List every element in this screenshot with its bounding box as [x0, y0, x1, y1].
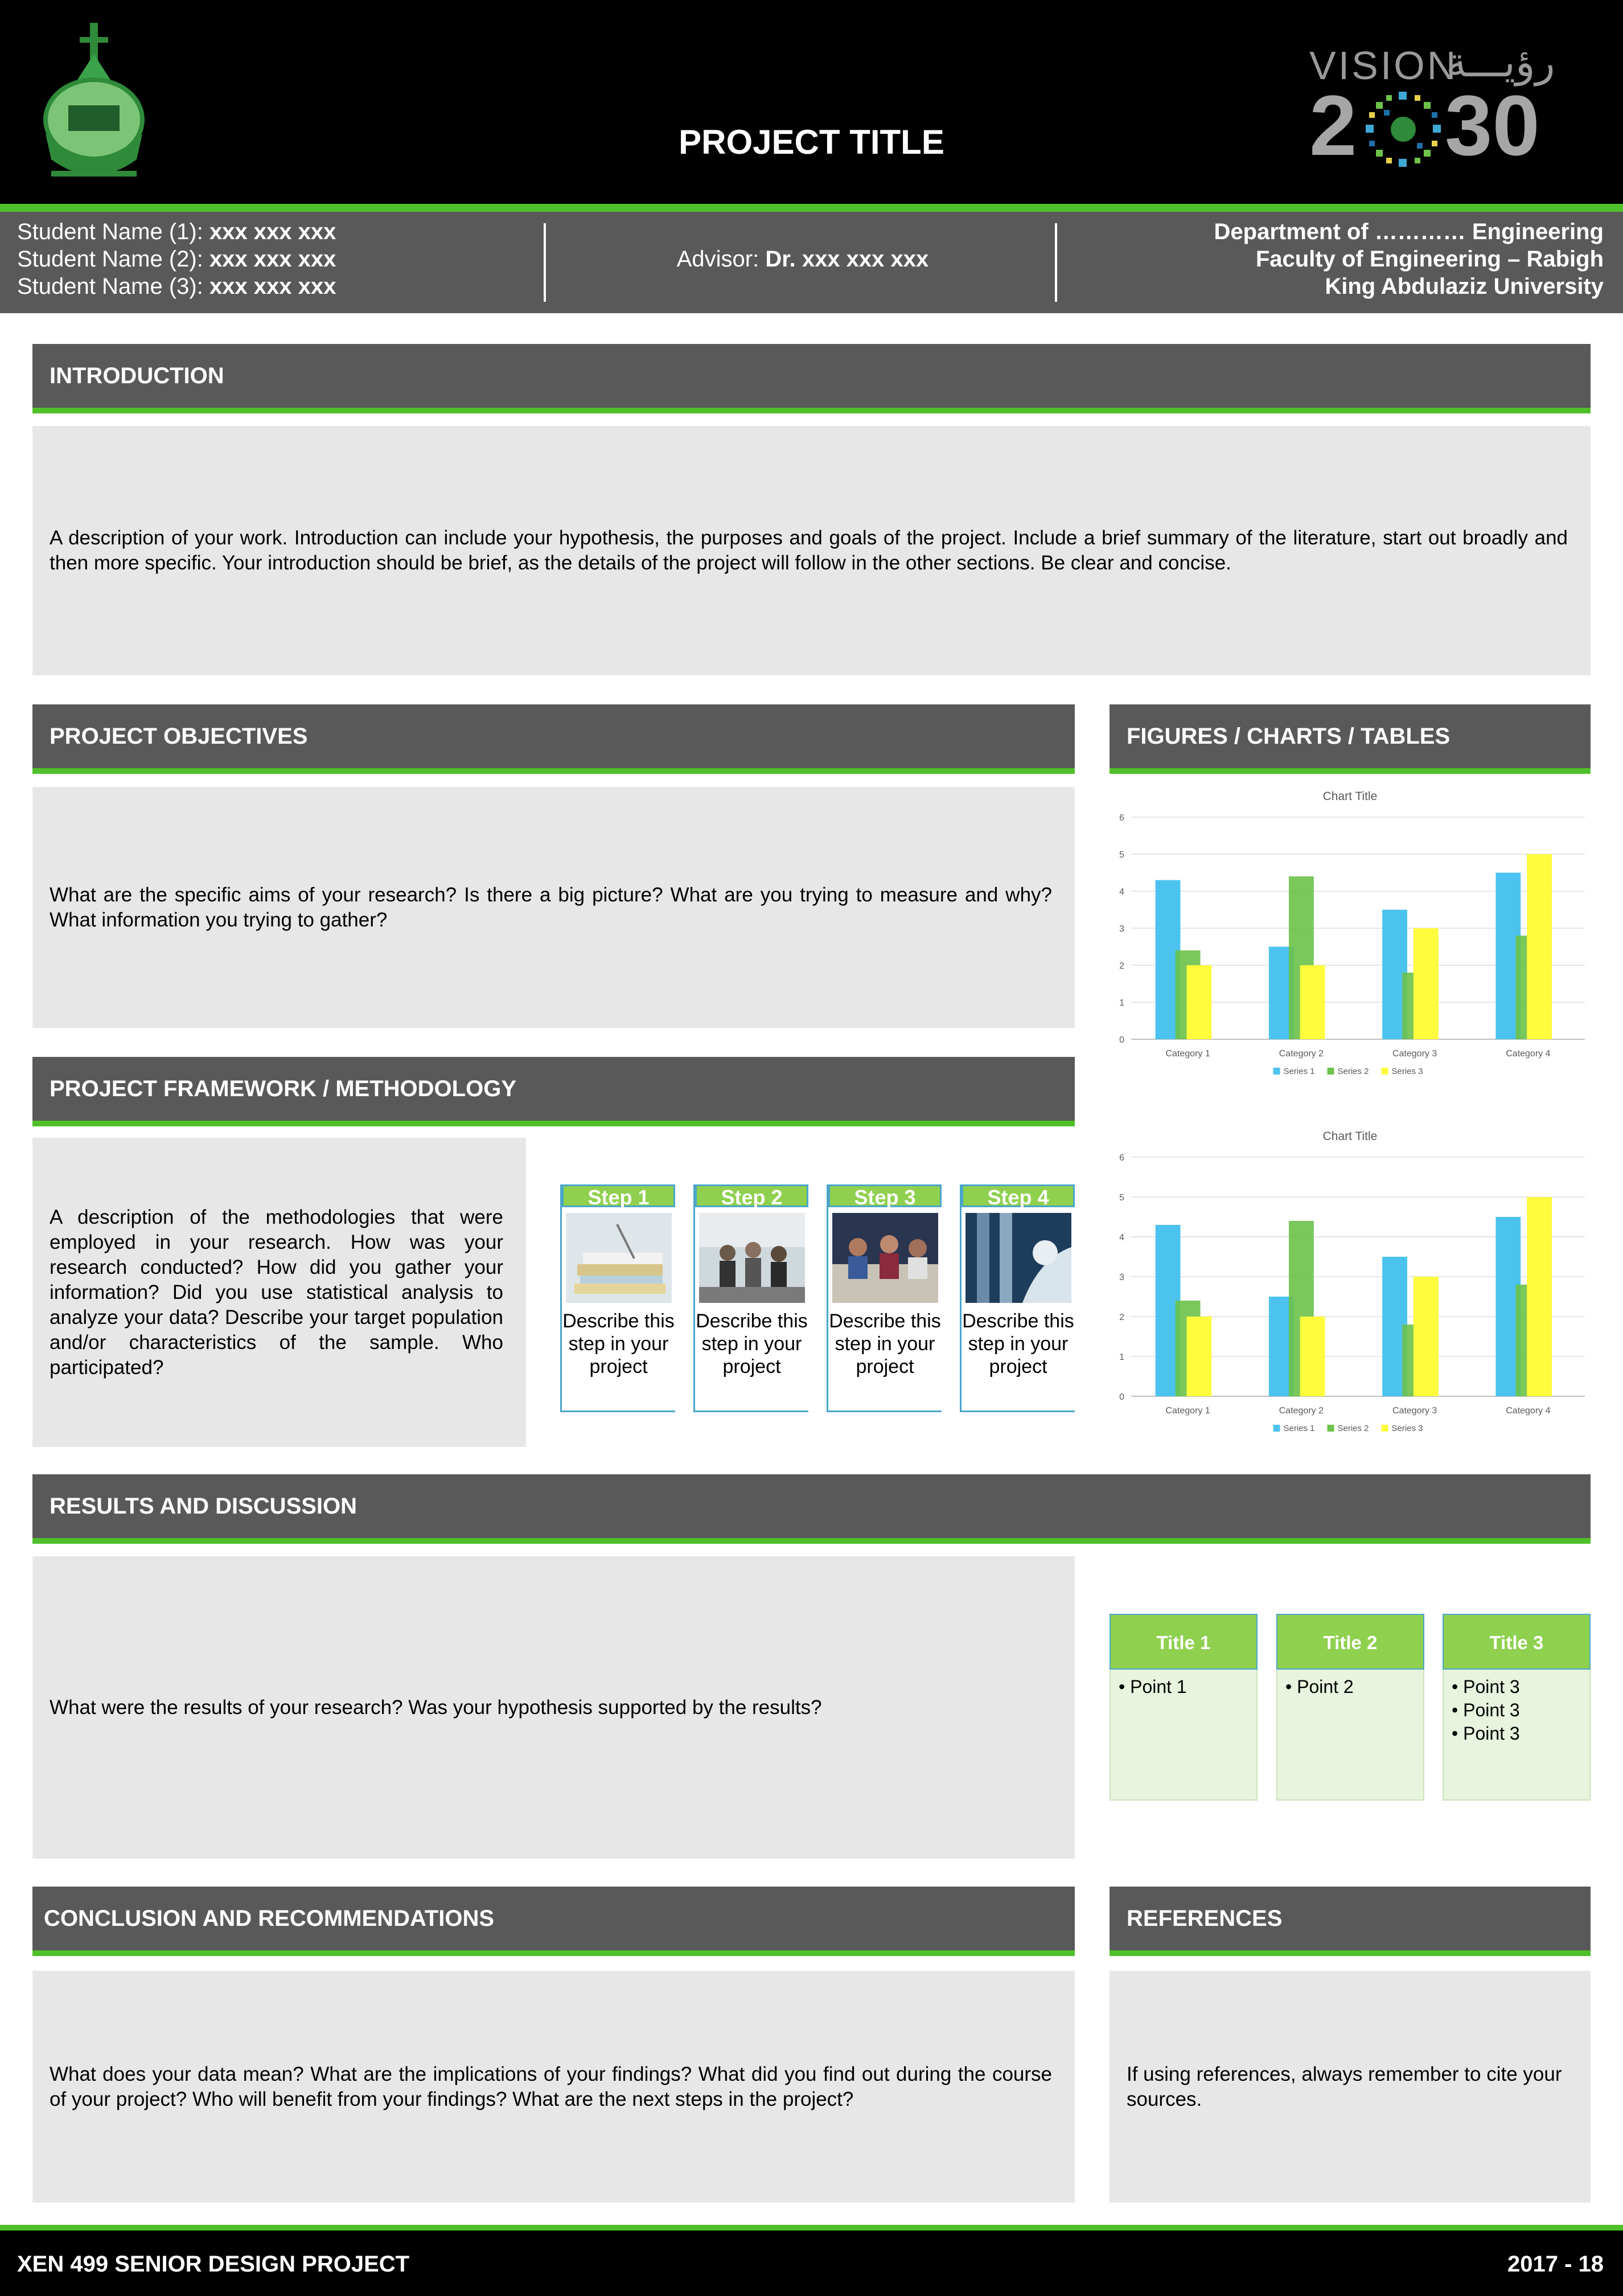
y-tick-label: 1: [1119, 998, 1124, 1008]
y-tick-label: 0: [1119, 1035, 1124, 1045]
vision-logo-arabic: رؤيـــة: [1446, 40, 1555, 85]
bar-series-3: [1186, 965, 1211, 1039]
y-tick-label: 6: [1119, 813, 1124, 823]
chart-title: Chart Title: [1322, 1130, 1378, 1143]
x-tick-label: Category 2: [1279, 1049, 1324, 1059]
results-body: [32, 1556, 1075, 1859]
result-card-1-title: Title 1: [1110, 1614, 1258, 1670]
footer-course: XEN 499 SENIOR DESIGN PROJECT: [17, 2252, 410, 2277]
bar-series-3: [1527, 1197, 1552, 1396]
result-card-2: [1276, 1614, 1424, 1801]
results-text: What were the results of your research? Was your hypothesis supported by the results?: [50, 1696, 822, 1719]
result-card-3: [1443, 1614, 1591, 1801]
result-card-3-title: Title 3: [1443, 1614, 1591, 1670]
vision-logo-year-a: 2: [1309, 77, 1357, 173]
y-tick-label: 3: [1119, 924, 1124, 934]
legend-swatch: [1328, 1425, 1334, 1432]
step-1-text: Describe this step in your project: [562, 1310, 675, 1377]
x-tick-label: Category 3: [1392, 1406, 1437, 1416]
y-tick-label: 5: [1119, 850, 1124, 860]
university-logo: [34, 20, 154, 191]
legend-label: Series 2: [1337, 1424, 1369, 1433]
list-item: • Point 3: [1452, 1722, 1589, 1745]
legend-swatch: [1273, 1068, 1280, 1075]
results-title: RESULTS AND DISCUSSION: [50, 1493, 358, 1519]
vision-logo-year-b: 30: [1445, 77, 1540, 173]
step-2: [693, 1184, 808, 1412]
list-item: • Point 3: [1452, 1699, 1589, 1722]
legend-swatch: [1382, 1068, 1388, 1075]
introduction-header: [32, 344, 1591, 408]
step-2-image: [699, 1213, 805, 1303]
introduction-text: A description of your work. Introduction can include your hypothesis, the purposes and goals of the project. Include a brief summary of the literature, start out broadly and then more specific. Your introduction should be brief, as the details of the project will follow in the other sections. Be clear and concise.: [50, 527, 1568, 574]
x-tick-label: Category 3: [1392, 1049, 1437, 1059]
x-tick-label: Category 1: [1165, 1406, 1210, 1416]
introduction-body: [32, 426, 1591, 675]
vision-logo-text: VISION: [1309, 43, 1458, 88]
y-tick-label: 6: [1119, 1153, 1124, 1163]
department: Department of ………… Engineering: [1214, 219, 1604, 244]
objectives-text: What are the specific aims of your research? Is there a big picture? What are you trying to measure and why? What information you trying to gather?: [50, 883, 1052, 931]
student-name-2: Student Name (2): xxx xxx xxx: [17, 247, 336, 272]
y-tick-label: 1: [1119, 1352, 1124, 1362]
result-card-1-points: [1111, 1675, 1256, 1699]
list-item: • Point 3: [1452, 1675, 1589, 1699]
affiliation: [1214, 218, 1604, 300]
bar-series-3: [1300, 965, 1325, 1039]
step-1-title: Step 1: [562, 1184, 675, 1207]
y-tick-label: 0: [1119, 1392, 1124, 1402]
list-item: • Point 2: [1285, 1675, 1423, 1699]
footer: [0, 2231, 1623, 2296]
y-tick-label: 3: [1119, 1273, 1124, 1282]
step-1-image: [566, 1213, 672, 1303]
references-header: [1110, 1887, 1591, 1950]
faculty: Faculty of Engineering – Rabigh: [1255, 247, 1604, 272]
legend-label: Series 2: [1337, 1067, 1369, 1076]
methodology-body: [32, 1138, 526, 1447]
legend-label: Series 1: [1283, 1424, 1315, 1433]
result-card-2-title: Title 2: [1276, 1614, 1424, 1670]
figures-title: FIGURES / CHARTS / TABLES: [1127, 723, 1451, 749]
footer-year: 2017 - 18: [1507, 2252, 1604, 2277]
legend-label: Series 1: [1283, 1067, 1315, 1076]
list-item: • Point 1: [1119, 1675, 1256, 1699]
student-name-3: Student Name (3): xxx xxx xxx: [17, 274, 336, 299]
methodology-header: [32, 1057, 1075, 1121]
step-2-text: Describe this step in your project: [696, 1310, 808, 1377]
student-name-1: Student Name (1): xxx xxx xxx: [17, 219, 336, 244]
step-3: [827, 1184, 942, 1412]
bar-series-3: [1414, 1277, 1439, 1396]
y-tick-label: 2: [1119, 961, 1124, 971]
introduction-title: INTRODUCTION: [50, 363, 224, 388]
advisor: Advisor: Dr. xxx xxx xxx: [676, 247, 929, 272]
objectives-header: [32, 704, 1075, 768]
footer-accent-line: [0, 2225, 1623, 2231]
step-4-text: Describe this step in your project: [962, 1310, 1074, 1377]
methodology-title: PROJECT FRAMEWORK / METHODOLOGY: [50, 1076, 516, 1101]
figures-header: [1110, 704, 1591, 768]
step-4-title: Step 4: [962, 1184, 1075, 1207]
page-title: PROJECT TITLE: [679, 123, 944, 161]
info-divider: [544, 223, 546, 302]
y-tick-label: 4: [1119, 887, 1124, 897]
legend-label: Series 3: [1391, 1424, 1423, 1433]
bar-series-3: [1186, 1317, 1211, 1396]
step-4-image: [965, 1213, 1071, 1303]
conclusion-header: [32, 1887, 1075, 1950]
bar-series-3: [1414, 928, 1439, 1039]
references-text: If using references, always remember to cite your sources.: [1127, 2063, 1562, 2110]
x-tick-label: Category 2: [1279, 1406, 1324, 1416]
step-1: [560, 1184, 675, 1412]
bar-series-3: [1300, 1317, 1325, 1396]
step-3-image: [832, 1213, 938, 1303]
university: King Abdulaziz University: [1325, 274, 1604, 299]
legend-swatch: [1273, 1425, 1280, 1432]
info-divider: [1055, 223, 1057, 302]
step-4: [960, 1184, 1075, 1412]
step-3-title: Step 3: [828, 1184, 942, 1207]
x-tick-label: Category 1: [1165, 1049, 1210, 1059]
legend-swatch: [1328, 1068, 1334, 1075]
bar-series-3: [1527, 854, 1552, 1039]
y-tick-label: 4: [1119, 1233, 1124, 1243]
conclusion-text: What does your data mean? What are the implications of your findings? What did you find out during the course of your project? Who will benefit from your findings? What are the next steps in the project?: [50, 2063, 1052, 2110]
chart-2: [1110, 1123, 1591, 1448]
x-tick-label: Category 4: [1506, 1049, 1551, 1059]
y-tick-label: 5: [1119, 1193, 1124, 1203]
methodology-text: A description of the methodologies that were employed in your research. How was your research conducted? How did you gather your information? Did you use statistical analysis to analyze your data? Describe your target population and/or characteristics of the sample. Who participated?: [50, 1206, 503, 1379]
step-3-text: Describe this step in your project: [829, 1310, 941, 1377]
vision-emblem-icon: [1363, 89, 1443, 169]
references-title: REFERENCES: [1127, 1905, 1283, 1931]
header-accent-line: [0, 204, 1623, 212]
result-card-2-points: [1277, 1675, 1423, 1699]
legend-label: Series 3: [1391, 1067, 1423, 1076]
legend-swatch: [1382, 1425, 1388, 1432]
results-header: [32, 1474, 1591, 1538]
chart-title: Chart Title: [1322, 790, 1378, 803]
objectives-title: PROJECT OBJECTIVES: [50, 723, 308, 749]
vision-2030-logo: [1309, 40, 1583, 179]
x-tick-label: Category 4: [1506, 1406, 1551, 1416]
objectives-body: [32, 787, 1075, 1028]
conclusion-title: CONCLUSION AND RECOMMENDATIONS: [44, 1905, 495, 1931]
chart-1: [1110, 783, 1591, 1090]
conclusion-body: [32, 1971, 1075, 2203]
y-tick-label: 2: [1119, 1313, 1124, 1322]
references-body: [1110, 1971, 1591, 2203]
step-2-title: Step 2: [695, 1184, 808, 1207]
result-card-1: [1110, 1614, 1258, 1801]
result-card-3-points: [1444, 1675, 1589, 1745]
student-names: [17, 218, 336, 300]
